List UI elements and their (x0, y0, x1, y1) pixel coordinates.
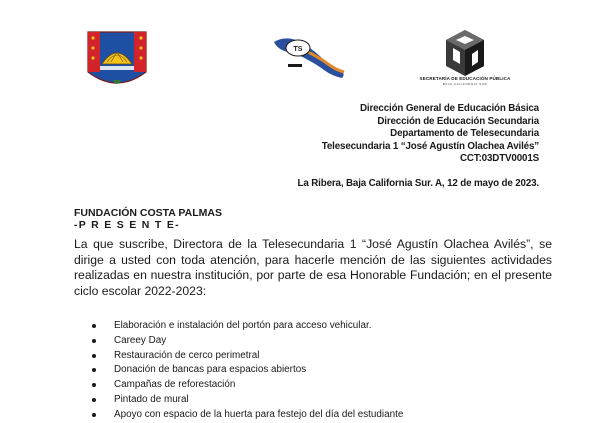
activity-label: Restauración de cerco perimetral (114, 349, 260, 361)
activity-label: Campañas de reforestación (114, 379, 236, 391)
header-line-department: Departamento de Telesecundaria (390, 128, 539, 140)
salutation: -P R E S E N T E- (74, 219, 180, 231)
list-item (92, 334, 403, 349)
activity-label: Careey Day (114, 334, 167, 346)
svg-text:TS: TS (293, 46, 303, 53)
header-line-cct: CCT:03DTV0001S (459, 153, 539, 165)
bullet-icon (92, 413, 96, 417)
letterhead-block (322, 103, 539, 166)
telesecundaria-map-logo (270, 34, 350, 80)
sep-subcaption: BAJA CALIFORNIA SUR (442, 82, 488, 86)
body-paragraph: La que suscribe, Directora de la Telesecundaria 1 “José Agustín Olachea Avilés”, se dirige a usted con toda atención, para hacerle mención de las siguientes actividades realizadas en nuestra institución, por parte de esa Honorable Fundación; en el presente ciclo escolar 2022-2023: (74, 237, 552, 298)
header-line-school: Telesecundaria 1 “José Agustín Olachea Avilés” (321, 140, 539, 152)
sep-caption: SECRETARÍA DE EDUCACIÓN PÚBLICA (419, 76, 511, 81)
activity-label: Pintado de mural (114, 393, 189, 405)
list-item (92, 408, 403, 423)
list-item (92, 393, 403, 408)
header-line-secundaria: Dirección de Educación Secundaria (377, 115, 539, 127)
activity-label: Donación de bancas para espacios abiertos (114, 364, 307, 376)
recipient-block (74, 207, 222, 231)
list-item (92, 363, 403, 378)
bullet-icon (92, 368, 96, 372)
date-line: La Ribera, Baja California Sur. A, 12 de mayo de 2023. (297, 178, 539, 189)
header-line-general: Dirección General de Educación Básica (359, 103, 539, 114)
bullet-icon (92, 398, 96, 402)
activity-label: Apoyo con espacio de la huerta para festejo del día del estudiante (114, 408, 404, 420)
bullet-icon (92, 339, 96, 343)
list-item (92, 349, 403, 364)
list-item (92, 378, 403, 393)
bullet-icon (92, 324, 96, 328)
recipient-name: FUNDACIÓN COSTA PALMAS (74, 207, 222, 219)
activities-list (92, 319, 403, 423)
bullet-icon (92, 354, 96, 358)
coat-of-arms-logo (80, 28, 154, 90)
list-item (92, 319, 403, 334)
bullet-icon (92, 383, 96, 387)
activity-label: Elaboración e instalación del portón para acceso vehicular. (114, 320, 372, 331)
